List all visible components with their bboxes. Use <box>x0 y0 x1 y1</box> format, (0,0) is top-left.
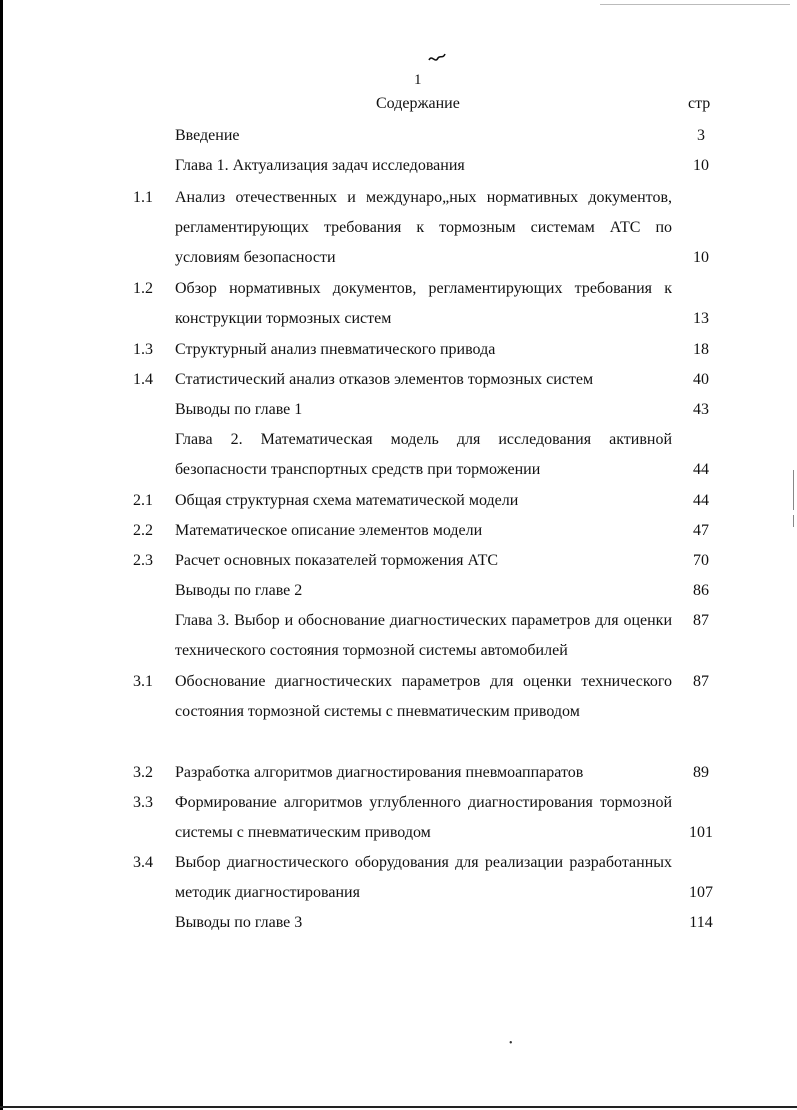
toc-page: 40 <box>693 371 709 388</box>
toc-title: Глава 3. Выбор и обоснование диагностических параметров для оценки технического состояния тормозной системы автомобилей <box>175 612 672 659</box>
toc-page: 18 <box>693 341 709 358</box>
toc-page: 13 <box>693 310 709 327</box>
toc-page: 10 <box>693 249 709 266</box>
toc-title: Глава 2. Математическая модель для исследования активной безопасности транспортных средств при торможении <box>175 431 672 478</box>
toc-title: Структурный анализ пневматического привода <box>175 341 496 358</box>
toc-entry <box>0 121 797 151</box>
toc-entry <box>0 606 797 666</box>
toc-entry <box>0 848 797 908</box>
page-number: 1 <box>414 72 422 88</box>
toc-number: 1.2 <box>133 280 153 297</box>
scan-speck: • <box>509 1038 513 1049</box>
toc-page: 114 <box>689 914 713 931</box>
toc-number: 2.1 <box>133 492 153 509</box>
toc-entry <box>0 576 797 606</box>
toc-number: 3.2 <box>133 764 153 781</box>
toc-page: 101 <box>689 824 713 841</box>
toc-entry <box>0 151 797 181</box>
scan-border-top <box>600 4 790 5</box>
toc-entry <box>0 183 797 273</box>
page-title: Содержание <box>376 95 460 112</box>
toc-title: Глава 1. Актуализация задач исследования <box>175 157 465 174</box>
toc-page: 44 <box>693 461 709 478</box>
toc-title: Выбор диагностического оборудования для реализации разработанных методик диагностирования <box>175 854 672 901</box>
toc-entry <box>0 516 797 546</box>
toc-title: Математическое описание элементов модели <box>175 522 483 539</box>
toc-title: Обзор нормативных документов, регламентирующих требования к конструкции тормозных систем <box>175 280 672 327</box>
scan-border-bottom <box>0 1106 797 1108</box>
toc-title: Введение <box>175 127 240 144</box>
toc-title: Статистический анализ отказов элементов тормозных систем <box>175 371 594 388</box>
toc-entry <box>0 758 797 788</box>
toc-number: 3.4 <box>133 854 153 871</box>
page-column-label: стр <box>688 95 711 112</box>
toc-page: 10 <box>693 157 709 174</box>
toc-page: 43 <box>693 401 709 418</box>
toc-entry <box>0 335 797 365</box>
toc-page: 47 <box>693 522 709 539</box>
toc-entry <box>0 425 797 485</box>
toc-page: 70 <box>693 552 709 569</box>
toc-entry <box>0 395 797 425</box>
toc-number: 3.3 <box>133 794 153 811</box>
toc-title: Формирование алгоритмов углубленного диагностирования тормозной системы с пневматическим приводом <box>175 794 672 841</box>
toc-page: 87 <box>693 612 709 629</box>
toc-number: 3.1 <box>133 673 153 690</box>
toc-number: 2.2 <box>133 522 153 539</box>
toc-number: 1.1 <box>133 189 153 206</box>
toc-title: Выводы по главе 2 <box>175 582 303 599</box>
toc-title: Расчет основных показателей торможения АТС <box>175 552 499 569</box>
toc-entry <box>0 908 797 938</box>
toc-title: Обоснование диагностических параметров для оценки технического состояния тормозной системы с пневматическим приводом <box>175 673 672 720</box>
handwritten-mark-icon <box>426 50 448 72</box>
toc-page: 89 <box>693 764 709 781</box>
toc-page: 87 <box>693 673 709 690</box>
toc-page: 44 <box>693 492 709 509</box>
toc-title: Анализ отечественных и междунаро„ных нормативных документов, регламентирующих требования к тормозным системам АТС по условиям безопасности <box>175 189 672 266</box>
toc-title: Выводы по главе 1 <box>175 401 303 418</box>
toc-entry <box>0 365 797 395</box>
toc-entry <box>0 274 797 334</box>
toc-page: 3 <box>697 127 705 144</box>
toc-entry <box>0 667 797 757</box>
toc-number: 1.4 <box>133 371 153 388</box>
toc-entry <box>0 486 797 516</box>
toc-title: Общая структурная схема математической модели <box>175 492 519 509</box>
toc-number: 2.3 <box>133 552 153 569</box>
toc-entry <box>0 788 797 848</box>
toc-title: Выводы по главе 3 <box>175 914 303 931</box>
toc-page: 86 <box>693 582 709 599</box>
toc-page: 107 <box>689 884 713 901</box>
toc-number: 1.3 <box>133 341 153 358</box>
toc-title: Разработка алгоритмов диагностирования пневмоаппаратов <box>175 764 584 781</box>
toc-entry <box>0 546 797 576</box>
